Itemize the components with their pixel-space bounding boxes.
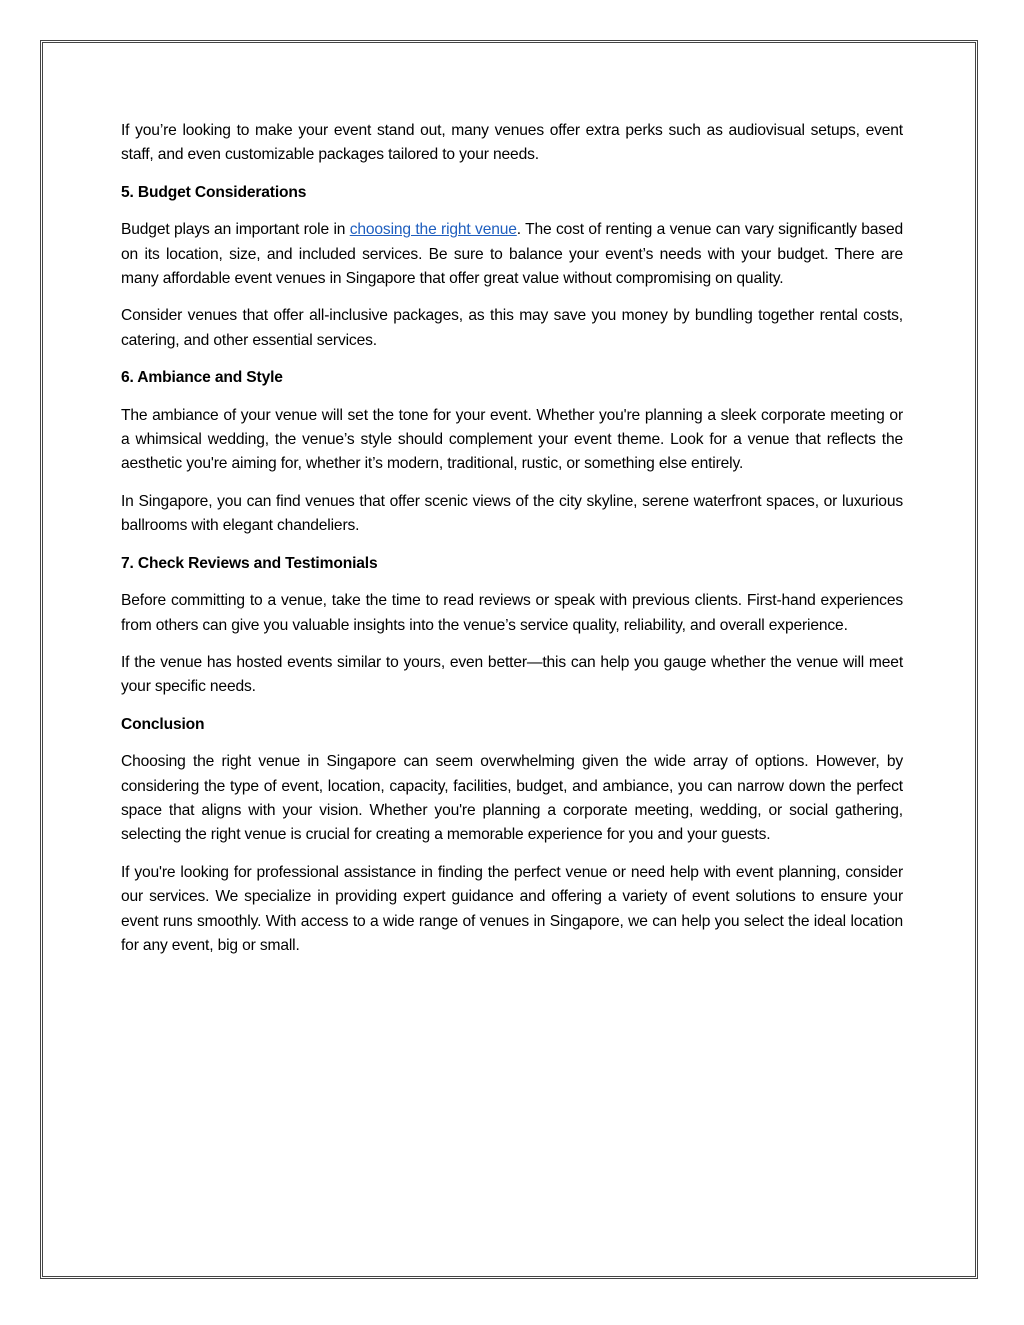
conclusion-paragraph-1: Choosing the right venue in Singapore can seem overwhelming given the wide array of options. However, by considering the type of event, location, capacity, facilities, budget, and ambiance, you can narrow down the perfect space that aligns with your vision. Whether you're planning a corporate meeting, wedding, or social gathering, selecting the right venue is crucial for creating a memorable experience for you and your guests. <box>121 753 903 844</box>
budget-text-before-link: Budget plays an important role in <box>121 221 350 239</box>
ambiance-paragraph-2: In Singapore, you can find venues that offer scenic views of the city skyline, serene waterfront spaces, or luxurious ballrooms with elegant chandeliers. <box>121 492 903 535</box>
budget-paragraph-2: Consider venues that offer all-inclusive packages, as this may save you money by bundling together rental costs, catering, and other essential services. <box>121 307 903 349</box>
intro-paragraph: If you’re looking to make your event stand out, many venues offer extra perks such as audiovisual setups, event staff, and even customizable packages tailored to your needs. <box>121 122 903 164</box>
budget-text-after-link: . The cost of renting a venue can vary significantly based on its location, size, and included services. Be sure to balance your event’s needs with your budget. There are many affordable event venues in Singapore that offer great value without compromising on quality. <box>121 221 903 288</box>
reviews-heading: 7. Check Reviews and Testimonials <box>121 554 378 572</box>
budget-paragraph-1 <box>121 218 903 291</box>
conclusion-paragraph-2: If you're looking for professional assistance in finding the perfect venue or need help with event planning, consider our services. We specialize in providing expert guidance and offering a variety of event solutions to ensure your event runs smoothly. With access to a wide range of venues in Singapore, we can help you select the ideal location for any event, big or small. <box>121 863 903 954</box>
ambiance-paragraph-1: The ambiance of your venue will set the tone for your event. Whether you're planning a sleek corporate meeting or a whimsical wedding, the venue’s style should complement your event theme. Look for a venue that reflects the aesthetic you're aiming for, whether it’s modern, traditional, rustic, or something else entirely. <box>121 406 903 473</box>
reviews-paragraph-1: Before committing to a venue, take the time to read reviews or speak with previous clients. First-hand experiences from others can give you valuable insights into the venue’s service quality, reliability, and overall experience. <box>121 592 903 634</box>
reviews-paragraph-2: If the venue has hosted events similar to yours, even better—this can help you gauge whether the venue will meet your specific needs. <box>121 653 903 696</box>
ambiance-heading: 6. Ambiance and Style <box>121 369 283 387</box>
choosing-venue-link[interactable]: choosing the right venue <box>349 221 517 239</box>
budget-heading: 5. Budget Considerations <box>121 183 307 201</box>
document-body <box>121 119 903 971</box>
conclusion-heading: Conclusion <box>121 715 205 733</box>
